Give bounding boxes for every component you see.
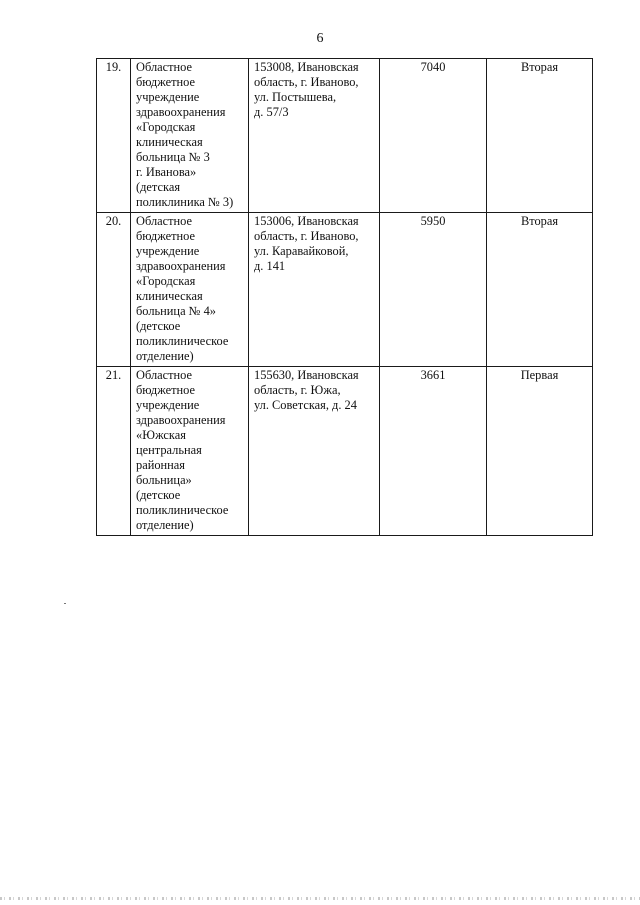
attached-population-count: 5950 — [380, 213, 487, 367]
scan-edge-noise — [0, 897, 640, 900]
table-row — [97, 367, 593, 536]
institution-address: 155630, Ивановская область, г. Южа, ул. Советская, д. 24 — [249, 367, 380, 536]
scan-speck — [64, 603, 66, 604]
institutions-table — [96, 58, 593, 536]
row-number: 20. — [97, 213, 131, 367]
institution-name: Областное бюджетное учреждение здравоохранения «Городская клиническая больница № 3 г. Иванова» (детская поликлиника № 3) — [131, 59, 249, 213]
row-number: 21. — [97, 367, 131, 536]
institution-name: Областное бюджетное учреждение здравоохранения «Южская центральная районная больница» (детское поликлиническое отделение) — [131, 367, 249, 536]
page-number: 6 — [316, 31, 324, 46]
attached-population-count: 7040 — [380, 59, 487, 213]
institution-category: Первая — [487, 367, 593, 536]
attached-population-count: 3661 — [380, 367, 487, 536]
table-row — [97, 59, 593, 213]
institution-address: 153008, Ивановская область, г. Иваново, ул. Постышева, д. 57/3 — [249, 59, 380, 213]
institution-address: 153006, Ивановская область, г. Иваново, ул. Каравайковой, д. 141 — [249, 213, 380, 367]
institution-category: Вторая — [487, 213, 593, 367]
institution-category: Вторая — [487, 59, 593, 213]
table-row — [97, 213, 593, 367]
row-number: 19. — [97, 59, 131, 213]
institution-name: Областное бюджетное учреждение здравоохранения «Городская клиническая больница № 4» (детское поликлиническое отделение) — [131, 213, 249, 367]
